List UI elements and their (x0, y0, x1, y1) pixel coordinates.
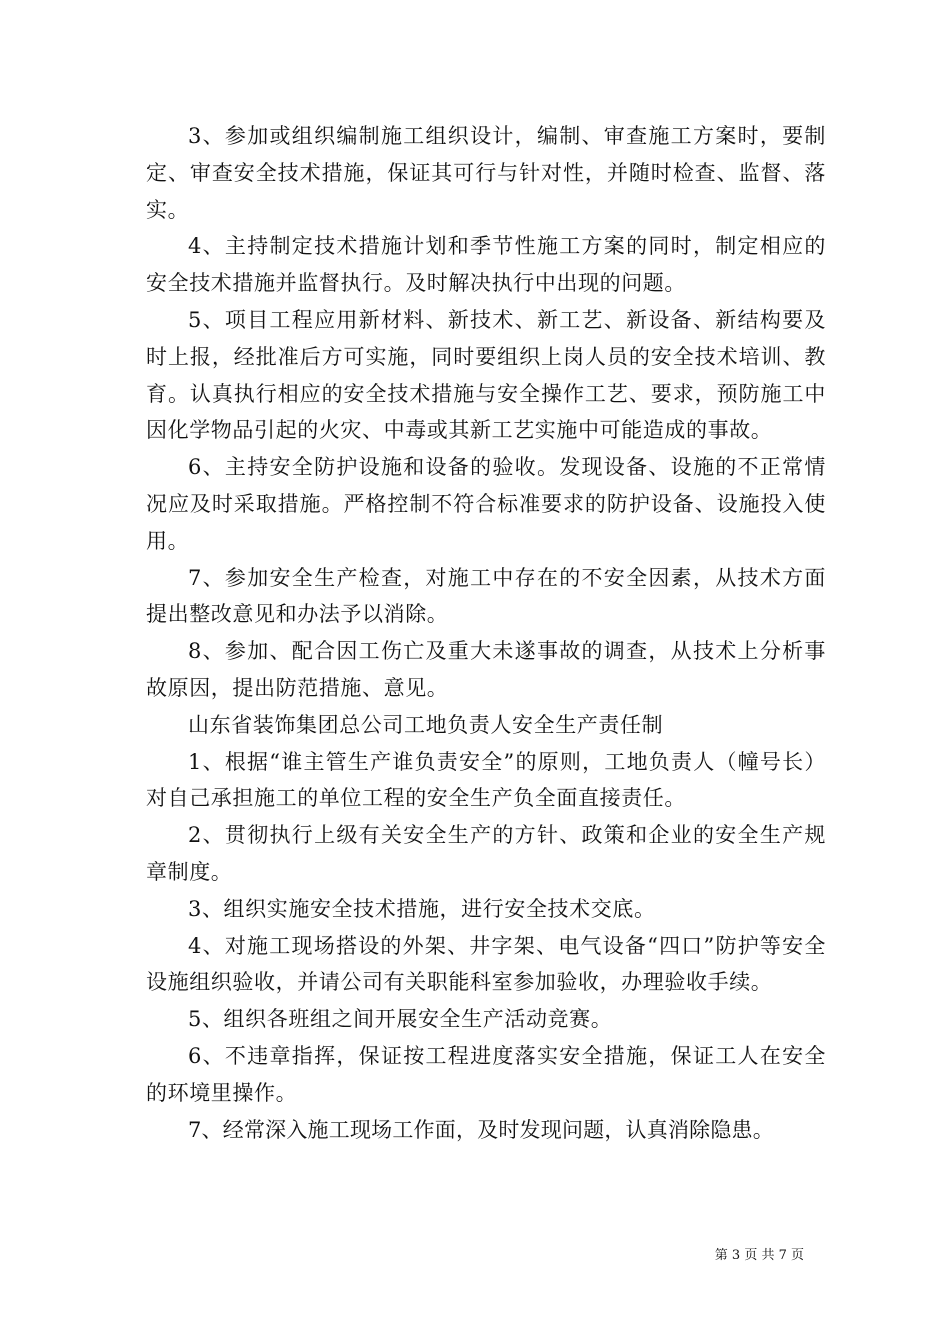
paragraph-item-3: 3、参加或组织编制施工组织设计，编制、审查施工方案时，要制定、审查安全技术措施，保证其可行与针对性，并随时检查、监督、落实。 (146, 124, 826, 222)
paragraph-item-1: 1、根据“谁主管生产谁负责安全”的原则，工地负责人（幢号长）对自己承担施工的单位工程的安全生产负全面直接责任。 (146, 749, 826, 811)
paragraph-item-7b: 7、经常深入施工现场工作面，及时发现问题，认真消除隐患。 (188, 1117, 774, 1142)
paragraph-item-2: 2、贯彻执行上级有关安全生产的方针、政策和企业的安全生产规章制度。 (146, 823, 826, 884)
paragraph-item-5: 5、项目工程应用新材料、新技术、新工艺、新设备、新结构要及时上报，经批准后方可实施，同时要组织上岗人员的安全技术培训、教育。认真执行相应的安全技术措施与安全操作工艺、要求，预防施工中因化学物品引起的火灾、中毒或其新工艺实施中可能造成的事故。 (146, 307, 826, 443)
paragraph-item-4b: 4、对施工现场搭设的外架、井字架、电气设备“四口”防护等安全设施组织验收，并请公司有关职能科室参加验收，办理验收手续。 (146, 933, 826, 995)
paragraph-item-6b: 6、不违章指挥，保证按工程进度落实安全措施，保证工人在安全的环境里操作。 (146, 1043, 826, 1105)
document-body (146, 118, 826, 1148)
paragraph-item-6: 6、主持安全防护设施和设备的验收。发现设备、设施的不正常情况应及时采取措施。严格控制不符合标准要求的防护设备、设施投入使用。 (146, 455, 826, 553)
paragraph-item-4: 4、主持制定技术措施计划和季节性施工方案的同时，制定相应的安全技术措施并监督执行。及时解决执行中出现的问题。 (146, 234, 826, 296)
page-number: 第 3 页 共 7 页 (714, 1248, 804, 1263)
paragraph-item-8: 8、参加、配合因工伤亡及重大未遂事故的调查，从技术上分析事故原因，提出防范措施、意见。 (146, 639, 826, 700)
paragraph-item-7: 7、参加安全生产检查，对施工中存在的不安全因素，从技术方面提出整改意见和办法予以消除。 (146, 565, 826, 627)
paragraph-item-3b: 3、组织实施安全技术措施，进行安全技术交底。 (188, 896, 656, 921)
paragraph-item-5b: 5、组织各班组之间开展安全生产活动竞赛。 (188, 1007, 613, 1032)
section-title: 山东省装饰集团总公司工地负责人安全生产责任制 (188, 712, 664, 737)
